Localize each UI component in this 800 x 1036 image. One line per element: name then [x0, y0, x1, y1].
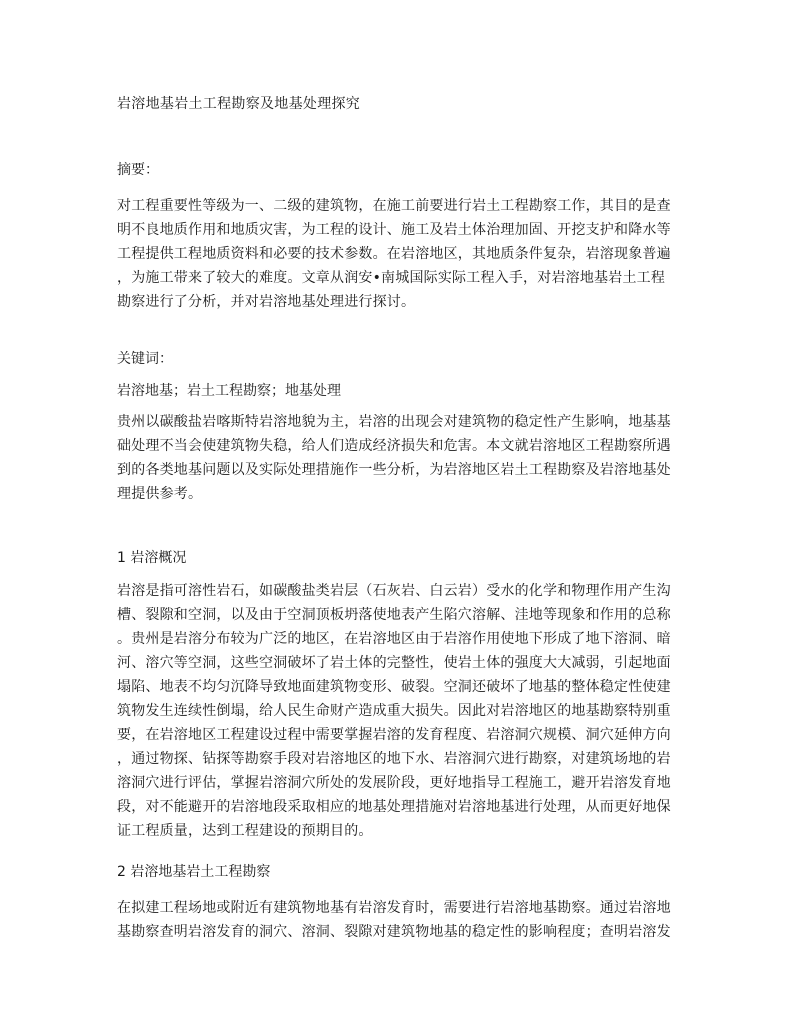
section2-paragraph — [117, 896, 691, 944]
section2-heading: 2 岩溶地基岩土工程勘察 — [117, 864, 271, 880]
abstract-line: 明不良地质作用和地质灾害，为工程的设计、施工及岩土体治理加固、开挖支护和降水等 — [117, 222, 671, 238]
section1-line: 溶洞穴进行评估，掌握岩溶洞穴所处的发展阶段，更好地指导工程施工，避开岩溶发育地 — [117, 775, 671, 791]
intro-line: 到的各类地基问题以及实际处理措施作一些分析，为岩溶地区岩土工程勘察及岩溶地基处 — [117, 462, 671, 478]
intro-line: 贵州以碳酸盐岩喀斯特岩溶地貌为主，岩溶的出现会对建筑物的稳定性产生影响，地基基 — [117, 414, 671, 430]
section2-line: 在拟建工程场地或附近有建筑物地基有岩溶发育时，需要进行岩溶地基勘察。通过岩溶地 — [117, 900, 671, 916]
abstract-line: 勘察进行了分析，并对岩溶地基处理进行探讨。 — [117, 294, 416, 310]
intro-line: 础处理不当会使建筑物失稳，给人们造成经济损失和危害。本文就岩溶地区工程勘察所遇 — [117, 438, 671, 454]
section1-line: 岩溶是指可溶性岩石，如碳酸盐类岩层（石灰岩、白云岩）受水的化学和物理作用产生沟 — [117, 583, 671, 599]
section1-line: 筑物发生连续性倒塌，给人民生命财产造成重大损失。因此对岩溶地区的地基勘察特别重 — [117, 703, 671, 719]
section1-line: 段，对不能避开的岩溶地段采取相应的地基处理措施对岩溶地基进行处理，从而更好地保 — [117, 799, 671, 815]
section1-line: 塌陷、地表不均匀沉降导致地面建筑物变形、破裂。空洞还破坏了地基的整体稳定性使建 — [117, 679, 671, 695]
abstract-line: 工程提供工程地质资料和必要的技术参数。在岩溶地区，其地质条件复杂，岩溶现象普遍 — [117, 246, 671, 262]
section1-heading: 1 岩溶概况 — [117, 550, 187, 566]
section1-line: 槽、裂隙和空洞，以及由于空洞顶板坍落使地表产生陷穴溶解、洼地等现象和作用的总称 — [117, 607, 671, 623]
section1-line: 河、溶穴等空洞，这些空洞破坏了岩土体的完整性，使岩土体的强度大大减弱，引起地面 — [117, 655, 671, 671]
section1-paragraph — [117, 579, 691, 843]
keywords-label: 关键词： — [117, 351, 173, 367]
section1-line: 要，在岩溶地区工程建设过程中需要掌握岩溶的发育程度、岩溶洞穴规模、洞穴延伸方向 — [117, 727, 671, 743]
abstract-paragraph — [117, 194, 691, 314]
keywords-text: 岩溶地基；岩土工程勘察；地基处理 — [117, 383, 341, 399]
section1-line: 。贵州是岩溶分布较为广泛的地区，在岩溶地区由于岩溶作用使地下形成了地下溶洞、暗 — [117, 631, 671, 647]
abstract-label: 摘要： — [117, 162, 159, 178]
section1-line: ，通过物探、钻探等勘察手段对岩溶地区的地下水、岩溶洞穴进行勘察，对建筑场地的岩 — [117, 751, 671, 767]
abstract-line: 对工程重要性等级为一、二级的建筑物，在施工前要进行岩土工程勘察工作，其目的是查 — [117, 198, 671, 214]
intro-paragraph — [117, 410, 691, 506]
intro-line: 理提供参考。 — [117, 486, 203, 502]
document-title: 岩溶地基岩土工程勘察及地基处理探究 — [117, 96, 361, 112]
section1-line: 证工程质量，达到工程建设的预期目的。 — [117, 823, 373, 839]
section2-line: 基勘察查明岩溶发育的洞穴、溶洞、裂隙对建筑物地基的稳定性的影响程度；查明岩溶发 — [117, 924, 671, 940]
abstract-line: ，为施工带来了较大的难度。文章从润安•南城国际实际工程入手，对岩溶地基岩土工程 — [117, 270, 666, 286]
